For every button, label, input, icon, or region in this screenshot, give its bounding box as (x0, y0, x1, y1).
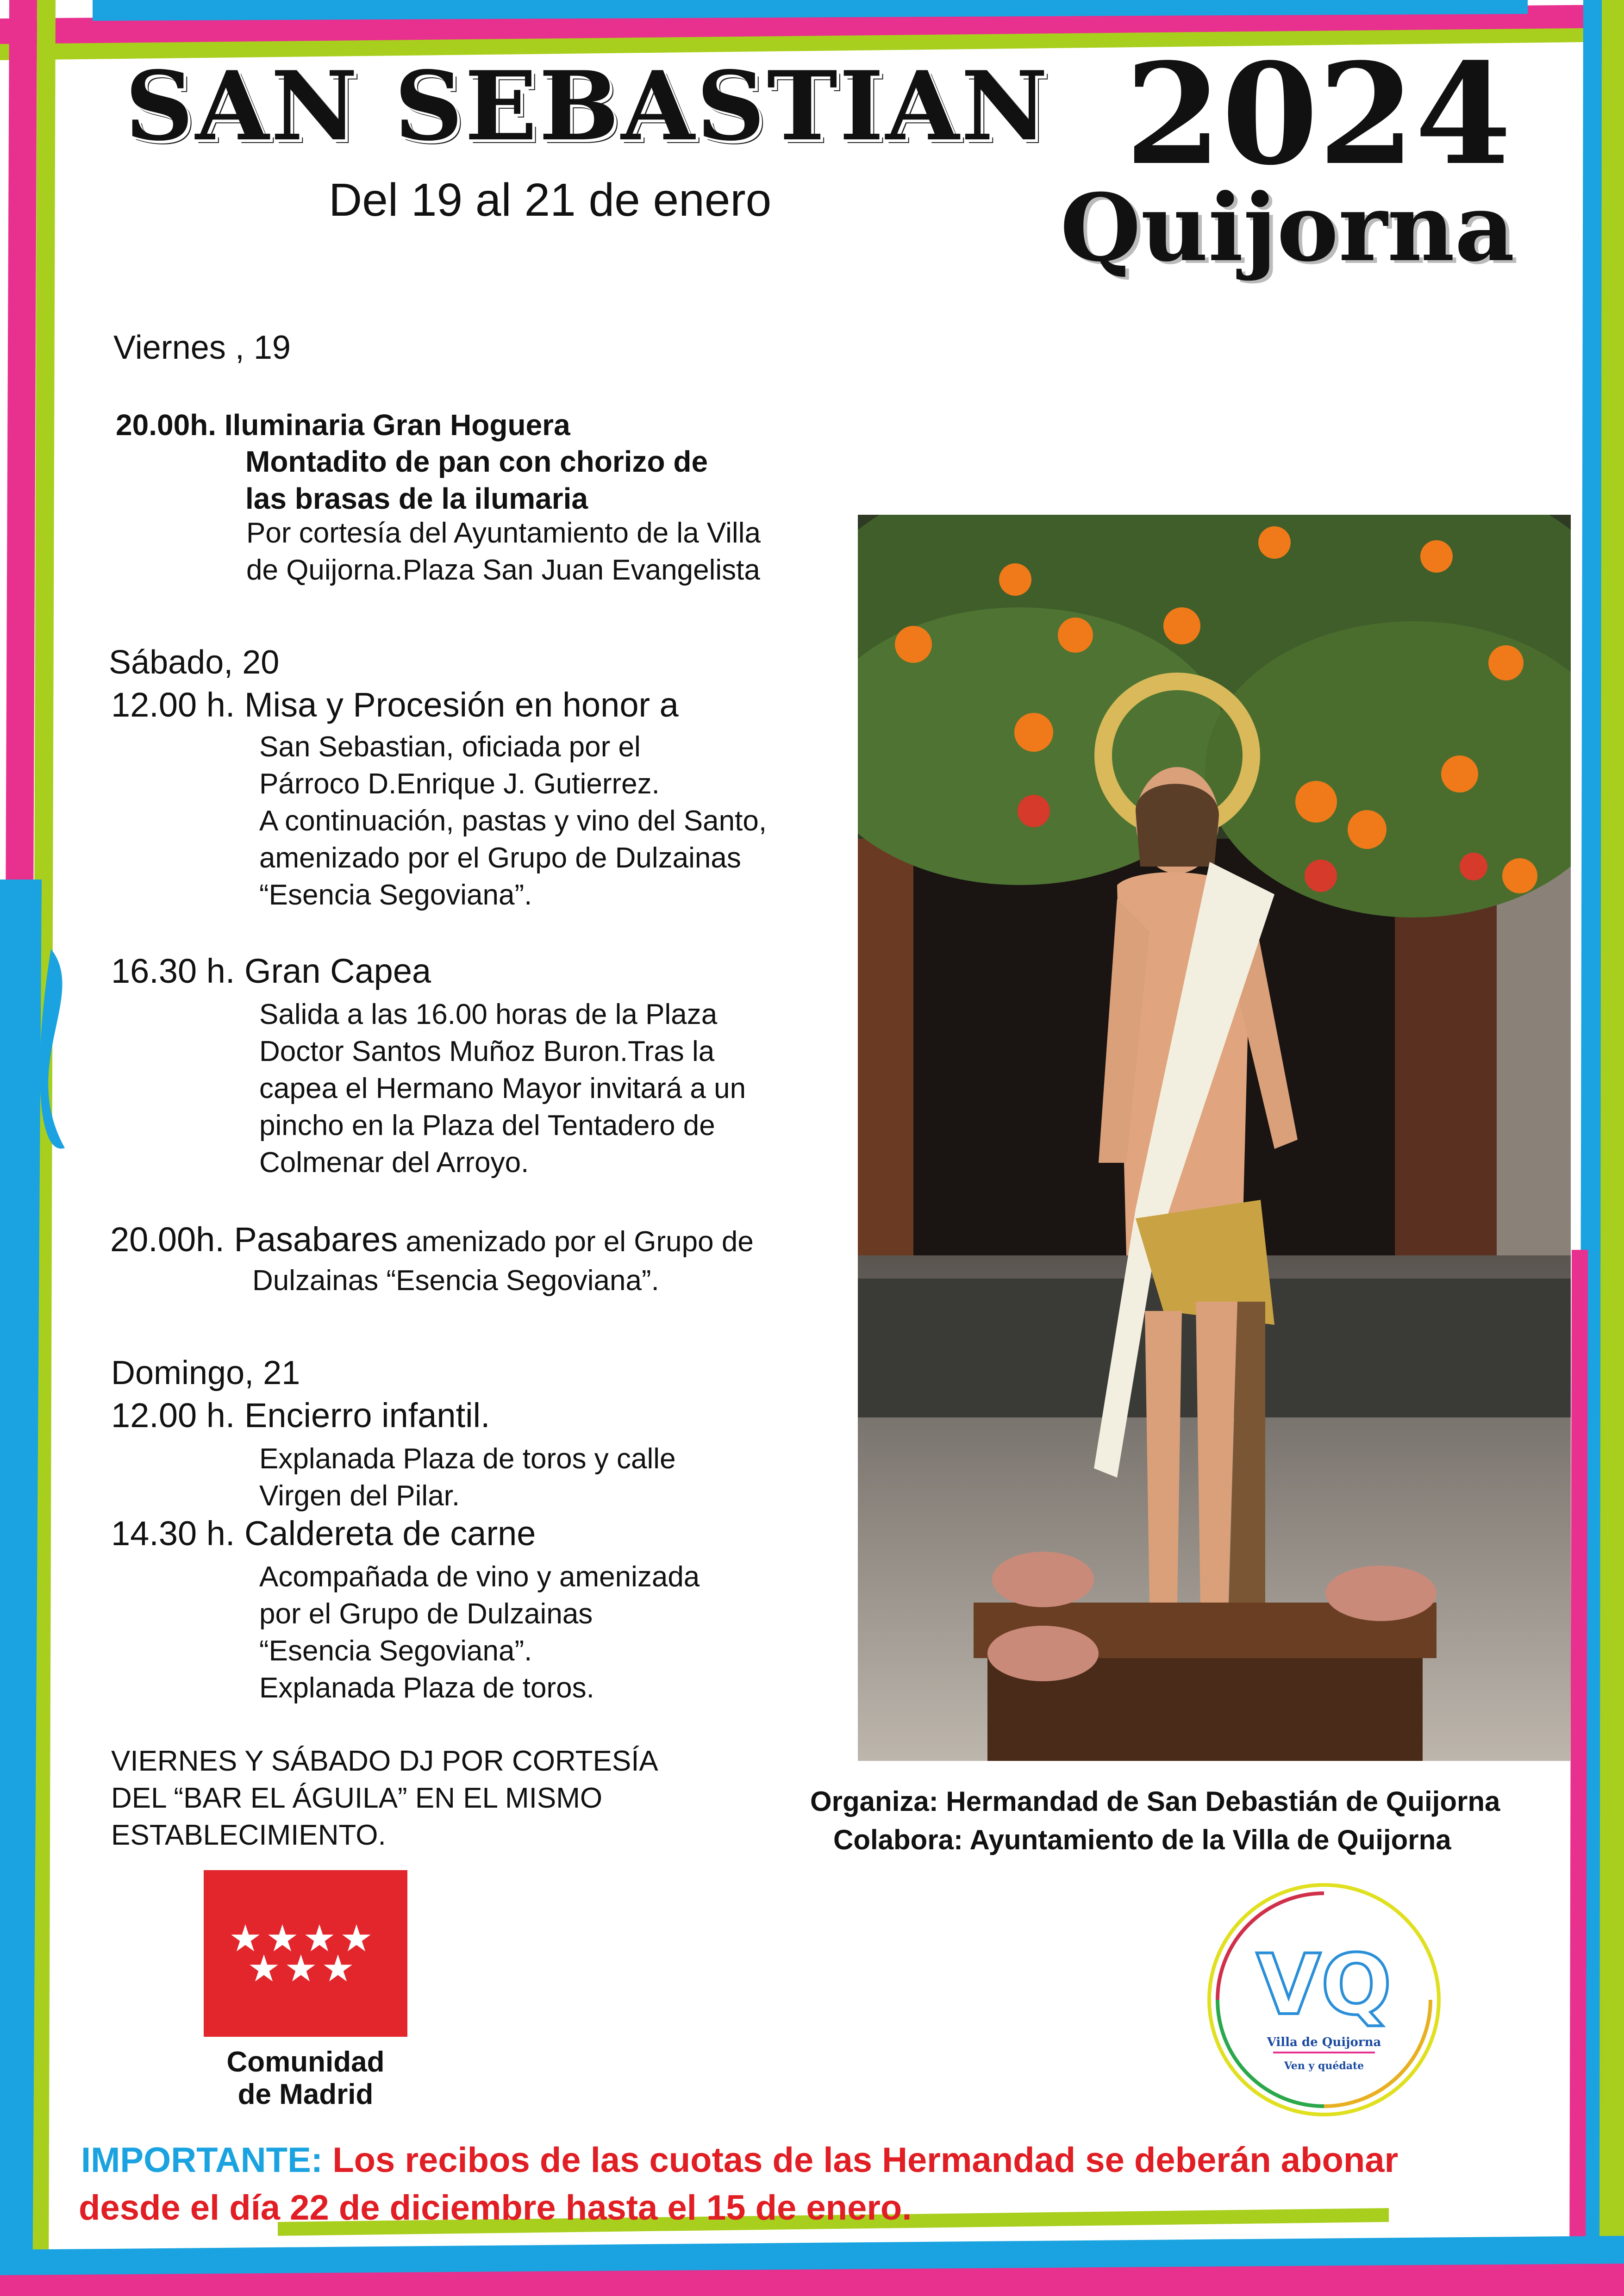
domingo-event2-desc: Acompañada de vino y amenizada por el Grupo de Dulzainas “Esencia Segoviana”. Explanada Plaza de toros. (259, 1561, 700, 1704)
sabado-event3-desc: Dulzainas “Esencia Segoviana”. (252, 1265, 659, 1297)
colabora-line: Colabora: Ayuntamiento de la Villa de Quijorna (833, 1824, 1451, 1855)
svg-text:★: ★ (340, 1917, 373, 1960)
svg-text:★: ★ (284, 1947, 318, 1990)
sabado-event2-title: 16.30 h. Gran Capea (111, 952, 431, 990)
day-domingo: Domingo, 21 (111, 1354, 300, 1391)
day-sabado: Sábado, 20 (109, 644, 280, 681)
vq-slogan: Ven y quédate (1284, 2060, 1364, 2072)
comunidad-madrid-logo (204, 1870, 407, 2037)
sabado-event3-inline: amenizado por el Grupo de (398, 1226, 754, 1258)
day-viernes: Viernes , 19 (113, 329, 291, 366)
svg-text:★: ★ (321, 1947, 355, 1990)
svg-text:★: ★ (229, 1917, 262, 1960)
sabado-event3-title: 20.00h. Pasabares (110, 1220, 398, 1259)
viernes-event1-title: 20.00h. Iluminaria Gran Hoguera (116, 408, 570, 442)
svg-text:★: ★ (266, 1917, 299, 1960)
sabado-event3-line (110, 1220, 754, 1260)
dj-note: VIERNES Y SÁBADO DJ POR CORTESÍA DEL “BAR EL ÁGUILA” EN EL MISMO ESTABLECIMIENTO. (111, 1745, 658, 1851)
villa-quijorna-logo (1204, 1879, 1444, 2120)
svg-text:★: ★ (247, 1947, 281, 1990)
town-name: Quijorna (1060, 174, 1515, 282)
sabado-event1-title: 12.00 h. Misa y Procesión en honor a (111, 686, 679, 724)
sabado-event1-desc: San Sebastian, oficiada por el Párroco D.Enrique J. Gutierrez. A continuación, pastas y vino del Santo, amenizado por el Grupo de Dulzainas “Esencia Segoviana”. (259, 731, 767, 911)
event-dates: Del 19 al 21 de enero (329, 174, 772, 226)
event-year: 2024 (1125, 32, 1512, 196)
svg-text:★: ★ (303, 1917, 336, 1960)
viernes-event1-bold: Montadito de pan con chorizo de las brasas de la ilumaria (245, 445, 708, 515)
organiza-line: Organiza: Hermandad de San Debastián de Quijorna (810, 1786, 1500, 1817)
cam-line2: de Madrid (237, 2078, 374, 2110)
star-icons (204, 1870, 407, 2037)
event-title: SAN SEBASTIAN (125, 51, 1050, 162)
vq-name: Villa de Quijorna (1267, 2035, 1381, 2049)
sabado-event2-desc: Salida a las 16.00 horas de la Plaza Doctor Santos Muñoz Buron.Tras la capea el Hermano Mayor invitará a un pincho en la Plaza del Tentadero de Colmenar del Arroyo. (259, 998, 746, 1179)
vq-mark: VQ (1256, 1937, 1392, 2034)
important-label: IMPORTANTE: (81, 2140, 323, 2180)
saint-photo (858, 515, 1571, 1761)
viernes-event1-desc: Por cortesía del Ayuntamiento de la Villa de Quijorna.Plaza San Juan Evangelista (246, 517, 761, 586)
important-line2: desde el día 22 de diciembre hasta el 15 de enero. (79, 2188, 912, 2227)
cam-line1: Comunidad (226, 2046, 385, 2078)
domingo-event1-title: 12.00 h. Encierro infantil. (111, 1396, 490, 1435)
important-text: Los recibos de las cuotas de las Hermandad se deberán abonar (323, 2140, 1399, 2180)
important-line1 (81, 2137, 1398, 2184)
domingo-event1-desc: Explanada Plaza de toros y calle Virgen del Pilar. (259, 1443, 676, 1512)
domingo-event2-title: 14.30 h. Caldereta de carne (111, 1514, 536, 1553)
